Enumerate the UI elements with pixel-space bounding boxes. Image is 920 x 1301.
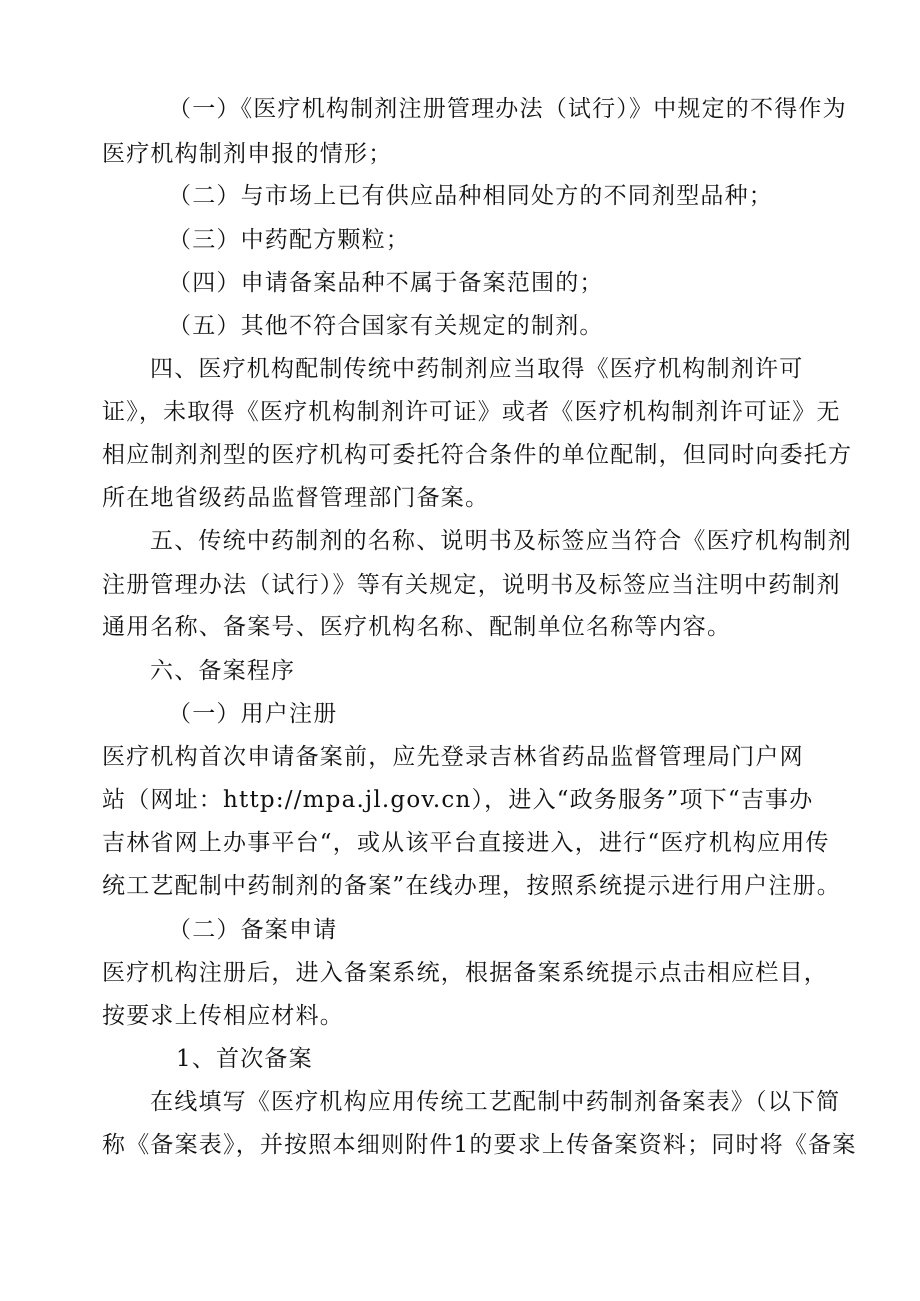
text-line: 医疗机构制剂申报的情形； xyxy=(102,141,393,167)
text-line: （五）其他不符合国家有关规定的制剂。 xyxy=(168,313,604,339)
text-line: （二）与市场上已有供应品种相同处方的不同剂型品种； xyxy=(168,183,773,209)
text-line: 医疗机构首次申请备案前，应先登录吉林省药品监督管理局门户网 xyxy=(102,744,804,770)
text-line: 相应制剂剂型的医疗机构可委托符合条件的单位配制，但同时向委托方 xyxy=(102,442,853,468)
text-line: 通用名称、备案号、医疗机构名称、配制单位名称等内容。 xyxy=(102,614,732,640)
subsection-heading: （一）用户注册 xyxy=(168,701,338,727)
subsection-heading: （二）备案申请 xyxy=(168,917,338,943)
section-heading-line: 五、传统中药制剂的名称、说明书及标签应当符合《医疗机构制剂 xyxy=(150,528,852,554)
section-heading-line: 四、医疗机构配制传统中药制剂应当取得《医疗机构制剂许可 xyxy=(150,356,804,382)
text-line: （四）申请备案品种不属于备案范围的； xyxy=(168,270,604,296)
text-line: 按要求上传相应材料。 xyxy=(102,1003,344,1029)
text-line: 吉林省网上办事平台“，或从该平台直接进入，进行“医疗机构应用传 xyxy=(102,830,830,856)
text-line: 在线填写《医疗机构应用传统工艺配制中药制剂备案表》（以下简 xyxy=(150,1089,841,1115)
section-heading: 六、备案程序 xyxy=(150,658,296,684)
text-line: 称《备案表》，并按照本细则附件1的要求上传备案资料；同时将《备案 xyxy=(102,1132,857,1158)
text-line: 医疗机构注册后，进入备案系统，根据备案系统提示点击相应栏目， xyxy=(102,960,828,986)
text-line: 站（网址：http://mpa.jl.gov.cn），进入“政务服务”项下“吉事办 xyxy=(102,787,814,813)
text-line: 所在地省级药品监督管理部门备案。 xyxy=(102,485,490,511)
text-line: 统工艺配制中药制剂的备案”在线办理，按照系统提示进行用户注册。 xyxy=(102,873,841,899)
item-heading: 1、首次备案 xyxy=(176,1046,313,1072)
text-line: 证》，未取得《医疗机构制剂许可证》或者《医疗机构制剂许可证》无 xyxy=(102,399,841,425)
text-line: 注册管理办法（试行）》等有关规定，说明书及标签应当注明中药制剂 xyxy=(102,572,841,598)
text-line: （三）中药配方颗粒； xyxy=(168,227,410,253)
text-line: （一）《医疗机构制剂注册管理办法（试行）》中规定的不得作为 xyxy=(168,96,847,122)
